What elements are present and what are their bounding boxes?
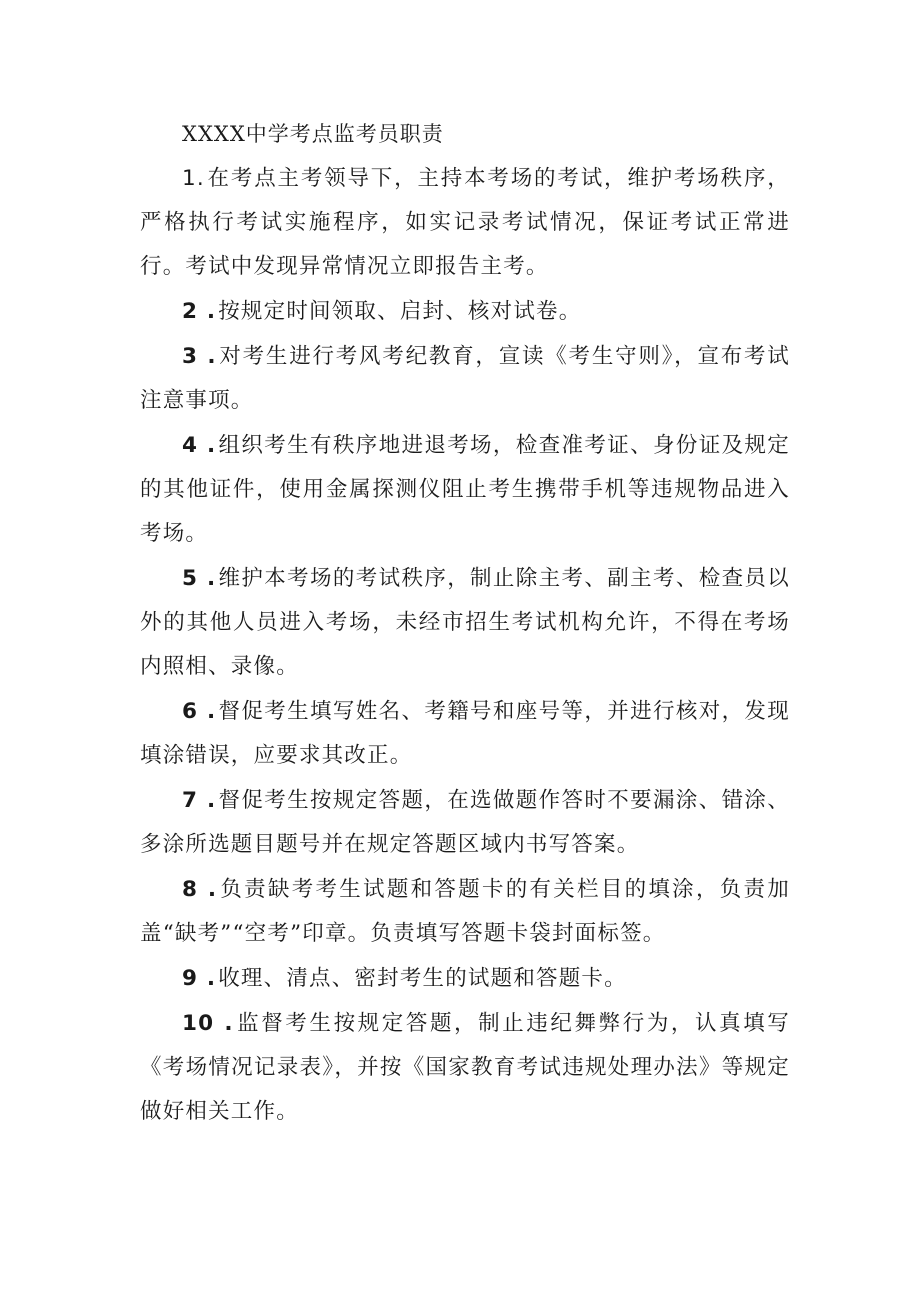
- item-number: 7 .: [182, 788, 217, 813]
- document-title: XXXX中学考点监考员职责: [182, 122, 444, 146]
- duty-item-8: [140, 868, 790, 956]
- duty-item-4: [140, 424, 790, 556]
- item-number: 2 .: [182, 299, 217, 324]
- item-number: 1.: [182, 166, 205, 191]
- duty-item-9: [140, 957, 790, 1001]
- item-text: 按规定时间领取、启封、核对试卷。: [218, 299, 582, 324]
- item-text: 督促考生按规定答题，在选做题作答时不要漏涂、错涂、多涂所选题目题号并在规定答题区域内书写答案。: [140, 788, 790, 857]
- document-body: [140, 112, 790, 1135]
- item-text: 负责缺考考生试题和答题卡的有关栏目的填涂，负责加盖“缺考”“空考”印章。负责填写答题卡袋封面标签。: [140, 877, 790, 946]
- duty-item-1: [140, 157, 790, 289]
- item-number: 5 .: [182, 566, 217, 591]
- item-text: 组织考生有秩序地进退考场，检查准考证、身份证及规定的其他证件，使用金属探测仪阻止考生携带手机等违规物品进入考场。: [140, 433, 790, 546]
- duty-item-6: [140, 690, 790, 778]
- duty-item-5: [140, 557, 790, 689]
- item-text: 对考生进行考风考纪教育，宣读《考生守则》，宣布考试注意事项。: [140, 344, 790, 413]
- item-number: 10 .: [182, 1011, 234, 1036]
- item-text: 监督考生按规定答题，制止违纪舞弊行为，认真填写《考场情况记录表》，并按《国家教育考试违规处理办法》等规定做好相关工作。: [140, 1011, 791, 1124]
- item-number: 6 .: [182, 699, 217, 724]
- duty-item-7: [140, 779, 790, 867]
- item-number: 3 .: [182, 344, 217, 369]
- item-text: 督促考生填写姓名、考籍号和座号等，并进行核对，发现填涂错误，应要求其改正。: [140, 699, 790, 768]
- item-number: 9 .: [182, 966, 217, 991]
- duty-item-10: [140, 1002, 790, 1134]
- item-number: 4 .: [182, 433, 217, 458]
- item-number: 8 .: [182, 877, 218, 902]
- item-text: 在考点主考领导下，主持本考场的考试，维护考场秩序，严格执行考试实施程序，如实记录考试情况，保证考试正常进行。考试中发现异常情况立即报告主考。: [140, 166, 790, 279]
- duty-item-2: [140, 290, 790, 334]
- item-text: 收理、清点、密封考生的试题和答题卡。: [218, 966, 627, 991]
- duty-item-3: [140, 335, 790, 423]
- item-text: 维护本考场的考试秩序，制止除主考、副主考、检查员以外的其他人员进入考场，未经市招生考试机构允许，不得在考场内照相、录像。: [140, 566, 790, 679]
